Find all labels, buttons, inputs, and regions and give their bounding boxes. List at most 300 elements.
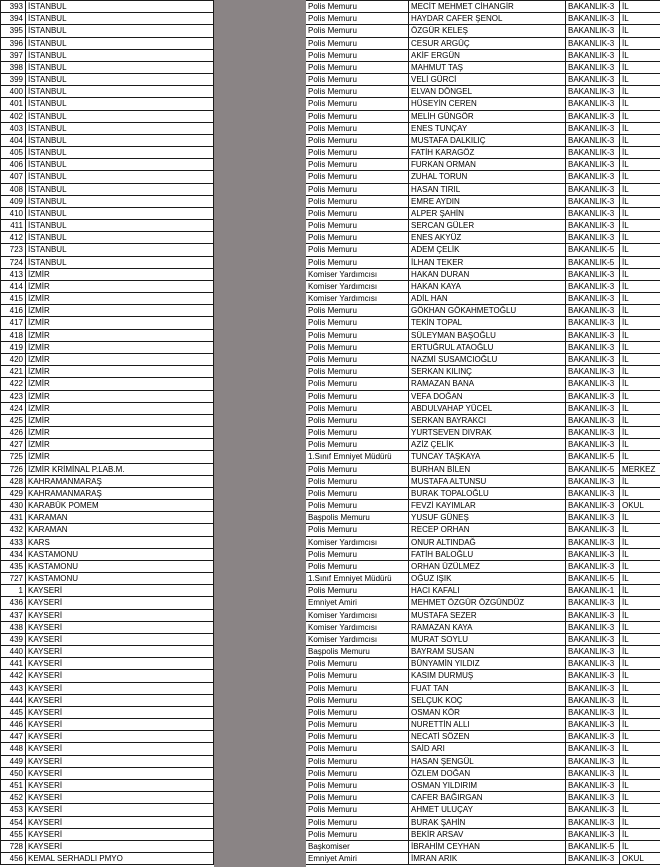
row-number-cell: 449: [0, 756, 26, 767]
row-number-cell: 431: [0, 512, 26, 523]
ministry-code-cell: BAKANLIK-3: [566, 305, 620, 316]
ministry-code-cell: BAKANLIK-3: [566, 658, 620, 669]
city-cell: İZMİR: [26, 391, 214, 402]
city-cell: İSTANBUL: [26, 232, 214, 243]
table-row: [0, 86, 660, 98]
ministry-code-cell: BAKANLIK-3: [566, 683, 620, 694]
name-cell: MUSTAFA SEZER: [409, 610, 566, 621]
city-cell: İSTANBUL: [26, 159, 214, 170]
rank-cell: Polis Memuru: [306, 391, 409, 402]
city-cell: KARS: [26, 537, 214, 548]
ministry-code-cell: BAKANLIK-5: [566, 244, 620, 255]
city-cell: KAYSERİ: [26, 634, 214, 645]
ministry-code-cell: BAKANLIK-3: [566, 427, 620, 438]
name-cell: FATİH BALOĞLU: [409, 549, 566, 560]
unit-type-cell: İL: [622, 610, 629, 620]
row-number-cell: 399: [0, 74, 26, 85]
unit-type-cell: İL: [622, 99, 629, 109]
ministry-code-cell: BAKANLIK-3: [566, 756, 620, 767]
row-number-cell: 413: [0, 269, 26, 280]
name-cell: SÜLEYMAN BAŞOĞLU: [409, 330, 566, 341]
row-number-cell: 422: [0, 378, 26, 389]
table-row: [0, 415, 660, 427]
name-cell: HÜSEYİN CEREN: [409, 98, 566, 109]
name-cell: BURHAN BİLEN: [409, 464, 566, 475]
unit-type-cell: İL: [622, 476, 629, 486]
table-row: [0, 853, 660, 865]
name-cell: ALPER ŞAHİN: [409, 208, 566, 219]
row-number-cell: 403: [0, 123, 26, 134]
rank-cell: Polis Memuru: [306, 403, 409, 414]
name-cell: YUSUF GÜNEŞ: [409, 512, 566, 523]
row-number-cell: 425: [0, 415, 26, 426]
ministry-code-cell: BAKANLIK-5: [566, 464, 620, 475]
row-number-cell: 424: [0, 403, 26, 414]
city-cell: KAYSERİ: [26, 768, 214, 779]
name-cell: ERTUĞRUL ATAOĞLU: [409, 342, 566, 353]
rank-cell: Polis Memuru: [306, 305, 409, 316]
row-number-cell: 414: [0, 281, 26, 292]
rank-cell: Polis Memuru: [306, 330, 409, 341]
unit-type-cell: İL: [622, 379, 629, 389]
unit-type-cell: İL: [622, 525, 629, 535]
rank-cell: Polis Memuru: [306, 731, 409, 742]
row-number-cell: 428: [0, 476, 26, 487]
table-row: [0, 293, 660, 305]
row-number-cell: 417: [0, 317, 26, 328]
ministry-code-cell: BAKANLIK-3: [566, 86, 620, 97]
ministry-code-cell: BAKANLIK-3: [566, 597, 620, 608]
ministry-code-cell: BAKANLIK-3: [566, 670, 620, 681]
ministry-code-cell: BAKANLIK-3: [566, 476, 620, 487]
name-cell: ÖZGÜR KELEŞ: [409, 25, 566, 36]
city-cell: İSTANBUL: [26, 220, 214, 231]
ministry-code-cell: BAKANLIK-3: [566, 391, 620, 402]
name-cell: HASAN ŞENGÜL: [409, 756, 566, 767]
ministry-code-cell: BAKANLIK-3: [566, 317, 620, 328]
unit-type-cell: İL: [622, 793, 629, 803]
name-cell: HASAN TIRIL: [409, 184, 566, 195]
table-row: [0, 695, 660, 707]
row-number-cell: 444: [0, 695, 26, 706]
city-cell: İSTANBUL: [26, 74, 214, 85]
name-cell: MUSTAFA ALTUNSU: [409, 476, 566, 487]
table-row: [0, 342, 660, 354]
city-cell: KAYSERİ: [26, 804, 214, 815]
row-number-cell: 723: [0, 244, 26, 255]
ministry-code-cell: BAKANLIK-3: [566, 439, 620, 450]
row-number-cell: 442: [0, 670, 26, 681]
city-cell: KAYSERİ: [26, 817, 214, 828]
city-cell: KASTAMONU: [26, 573, 214, 584]
row-number-cell: 430: [0, 500, 26, 511]
city-cell: KAHRAMANMARAŞ: [26, 488, 214, 499]
table-row: [0, 597, 660, 609]
name-cell: RAMAZAN BANA: [409, 378, 566, 389]
rank-cell: Polis Memuru: [306, 549, 409, 560]
table-row: [0, 74, 660, 86]
name-cell: GÖKHAN GÖKAHMETOĞLU: [409, 305, 566, 316]
rank-cell: Polis Memuru: [306, 38, 409, 49]
city-cell: KAYSERİ: [26, 829, 214, 840]
name-cell: VEFA DOĞAN: [409, 391, 566, 402]
table-row: [0, 257, 660, 269]
rank-cell: Polis Memuru: [306, 74, 409, 85]
unit-type-cell: İL: [622, 14, 629, 24]
unit-type-cell: İL: [622, 135, 629, 145]
rank-cell: Polis Memuru: [306, 695, 409, 706]
city-cell: KARABÜK POMEM: [26, 500, 214, 511]
city-cell: İZMİR: [26, 305, 214, 316]
name-cell: CESUR ARGÜÇ: [409, 38, 566, 49]
rank-cell: Polis Memuru: [306, 354, 409, 365]
rank-cell: Polis Memuru: [306, 804, 409, 815]
name-cell: BURAK TOPALOĞLU: [409, 488, 566, 499]
city-cell: KAYSERİ: [26, 610, 214, 621]
rank-cell: Polis Memuru: [306, 147, 409, 158]
name-cell: TUNCAY TAŞKAYA: [409, 451, 566, 462]
rank-cell: Polis Memuru: [306, 342, 409, 353]
unit-type-cell: İL: [622, 756, 629, 766]
row-number-cell: 415: [0, 293, 26, 304]
city-cell: İSTANBUL: [26, 171, 214, 182]
table-row: [0, 780, 660, 792]
table-row: [0, 683, 660, 695]
name-cell: RAMAZAN KAYA: [409, 622, 566, 633]
row-number-cell: 1: [0, 585, 26, 596]
unit-type-cell: OKUL: [622, 854, 644, 864]
table-row: [0, 488, 660, 500]
name-cell: FURKAN ORMAN: [409, 159, 566, 170]
ministry-code-cell: BAKANLIK-1: [566, 585, 620, 596]
row-number-cell: 434: [0, 549, 26, 560]
name-cell: ONUR ALTINDAĞ: [409, 537, 566, 548]
table-row: [0, 281, 660, 293]
row-number-cell: 393: [0, 1, 26, 12]
name-cell: BAYRAM SUSAN: [409, 646, 566, 657]
name-cell: KASIM DURMUŞ: [409, 670, 566, 681]
unit-type-cell: İL: [622, 695, 629, 705]
rank-cell: Polis Memuru: [306, 232, 409, 243]
ministry-code-cell: BAKANLIK-3: [566, 512, 620, 523]
table-row: [0, 317, 660, 329]
ministry-code-cell: BAKANLIK-3: [566, 817, 620, 828]
row-number-cell: 451: [0, 780, 26, 791]
name-cell: FUAT TAN: [409, 683, 566, 694]
city-cell: İZMİR: [26, 342, 214, 353]
city-cell: İSTANBUL: [26, 147, 214, 158]
ministry-code-cell: BAKANLIK-3: [566, 135, 620, 146]
ministry-code-cell: BAKANLIK-3: [566, 743, 620, 754]
row-number-cell: 439: [0, 634, 26, 645]
unit-type-cell: İL: [622, 428, 629, 438]
table-row: [0, 512, 660, 524]
table-row: [0, 500, 660, 512]
table-row: [0, 829, 660, 841]
row-number-cell: 395: [0, 25, 26, 36]
rank-cell: Polis Memuru: [306, 756, 409, 767]
unit-type-cell: İL: [622, 707, 629, 717]
rank-cell: Polis Memuru: [306, 25, 409, 36]
unit-type-cell: İL: [622, 257, 629, 267]
name-cell: NAZMİ SUSAMCIOĞLU: [409, 354, 566, 365]
table-row: [0, 585, 660, 597]
city-cell: KAYSERİ: [26, 743, 214, 754]
row-number-cell: 416: [0, 305, 26, 316]
unit-type-cell: İL: [622, 622, 629, 632]
ministry-code-cell: BAKANLIK-3: [566, 366, 620, 377]
ministry-code-cell: BAKANLIK-3: [566, 98, 620, 109]
name-cell: SERKAN BAYRAKCI: [409, 415, 566, 426]
rank-cell: Polis Memuru: [306, 707, 409, 718]
city-cell: KAYSERİ: [26, 622, 214, 633]
rank-cell: Polis Memuru: [306, 439, 409, 450]
rank-cell: Polis Memuru: [306, 500, 409, 511]
row-number-cell: 445: [0, 707, 26, 718]
city-cell: İZMİR: [26, 317, 214, 328]
row-number-cell: 402: [0, 111, 26, 122]
row-number-cell: 404: [0, 135, 26, 146]
name-cell: MECİT MEHMET CİHANGİR: [409, 1, 566, 12]
row-number-cell: 421: [0, 366, 26, 377]
rank-cell: Polis Memuru: [306, 829, 409, 840]
unit-type-cell: İL: [622, 196, 629, 206]
table-row: [0, 670, 660, 682]
city-cell: İZMİR: [26, 378, 214, 389]
ministry-code-cell: BAKANLIK-3: [566, 123, 620, 134]
unit-type-cell: İL: [622, 294, 629, 304]
rank-cell: Polis Memuru: [306, 780, 409, 791]
city-cell: İSTANBUL: [26, 13, 214, 24]
table-row: [0, 147, 660, 159]
ministry-code-cell: BAKANLIK-3: [566, 111, 620, 122]
city-cell: İZMİR: [26, 293, 214, 304]
ministry-code-cell: BAKANLIK-3: [566, 62, 620, 73]
table-row: [0, 171, 660, 183]
rank-cell: Polis Memuru: [306, 86, 409, 97]
unit-type-cell: İL: [622, 50, 629, 60]
unit-type-cell: İL: [622, 683, 629, 693]
city-cell: KARAMAN: [26, 524, 214, 535]
city-cell: KAYSERİ: [26, 597, 214, 608]
ministry-code-cell: BAKANLIK-3: [566, 281, 620, 292]
table-row: [0, 634, 660, 646]
row-number-cell: 423: [0, 391, 26, 402]
row-number-cell: 453: [0, 804, 26, 815]
name-cell: BEKİR ARSAV: [409, 829, 566, 840]
city-cell: İZMİR: [26, 439, 214, 450]
city-cell: İSTANBUL: [26, 62, 214, 73]
unit-type-cell: İL: [622, 647, 629, 657]
city-cell: İZMİR: [26, 451, 214, 462]
table-row: [0, 208, 660, 220]
table-row: [0, 354, 660, 366]
rank-cell: Polis Memuru: [306, 111, 409, 122]
table-row: [0, 220, 660, 232]
ministry-code-cell: BAKANLIK-5: [566, 451, 620, 462]
row-number-cell: 727: [0, 573, 26, 584]
rank-cell: Polis Memuru: [306, 13, 409, 24]
city-cell: KAYSERİ: [26, 695, 214, 706]
name-cell: AZİZ ÇELİK: [409, 439, 566, 450]
ministry-code-cell: BAKANLIK-3: [566, 768, 620, 779]
unit-type-cell: İL: [622, 160, 629, 170]
row-number-cell: 398: [0, 62, 26, 73]
table-row: [0, 232, 660, 244]
city-cell: İSTANBUL: [26, 1, 214, 12]
city-cell: KAHRAMANMARAŞ: [26, 476, 214, 487]
rank-cell: Polis Memuru: [306, 719, 409, 730]
table-row: [0, 573, 660, 585]
ministry-code-cell: BAKANLIK-3: [566, 330, 620, 341]
table-row: [0, 537, 660, 549]
unit-type-cell: İL: [622, 537, 629, 547]
rank-cell: Polis Memuru: [306, 743, 409, 754]
name-cell: NURETTİN ALLI: [409, 719, 566, 730]
table-row: [0, 719, 660, 731]
ministry-code-cell: BAKANLIK-3: [566, 549, 620, 560]
name-cell: ÖZLEM DOĞAN: [409, 768, 566, 779]
ministry-code-cell: BAKANLIK-5: [566, 841, 620, 852]
unit-type-cell: İL: [622, 330, 629, 340]
name-cell: CAFER BAĞIRGAN: [409, 792, 566, 803]
rank-cell: Emniyet Amiri: [306, 597, 409, 608]
name-cell: YURTSEVEN DIVRAK: [409, 427, 566, 438]
name-cell: ABDULVAHAP YÜCEL: [409, 403, 566, 414]
unit-type-cell: İL: [622, 720, 629, 730]
table-row: [0, 817, 660, 829]
row-number-cell: 396: [0, 38, 26, 49]
city-cell: İZMİR: [26, 403, 214, 414]
ministry-code-cell: BAKANLIK-3: [566, 38, 620, 49]
row-number-cell: 435: [0, 561, 26, 572]
city-cell: İZMİR: [26, 269, 214, 280]
unit-type-cell: İL: [622, 123, 629, 133]
table-row: [0, 743, 660, 755]
city-cell: KAYSERİ: [26, 792, 214, 803]
city-cell: KEMAL SERHADLI PMYO: [26, 853, 214, 864]
unit-type-cell: İL: [622, 233, 629, 243]
row-number-cell: 408: [0, 184, 26, 195]
name-cell: TEKİN TOPAL: [409, 317, 566, 328]
ministry-code-cell: BAKANLIK-3: [566, 220, 620, 231]
name-cell: SAİD ARI: [409, 743, 566, 754]
table-row: [0, 62, 660, 74]
city-cell: KAYSERİ: [26, 756, 214, 767]
table-row: [0, 768, 660, 780]
unit-type-cell: İL: [622, 38, 629, 48]
city-cell: KAYSERİ: [26, 683, 214, 694]
name-cell: BURAK ŞAHİN: [409, 817, 566, 828]
table-row: [0, 464, 660, 476]
name-cell: VELİ GÜRCİ: [409, 74, 566, 85]
name-cell: ADİL HAN: [409, 293, 566, 304]
unit-type-cell: İL: [622, 744, 629, 754]
table-row: [0, 731, 660, 743]
table-row: [0, 123, 660, 135]
table-row: [0, 646, 660, 658]
name-cell: ENES TUNÇAY: [409, 123, 566, 134]
ministry-code-cell: BAKANLIK-5: [566, 573, 620, 584]
name-cell: SERKAN KILINÇ: [409, 366, 566, 377]
rank-cell: Komiser Yardımcısı: [306, 293, 409, 304]
city-cell: KAYSERİ: [26, 585, 214, 596]
table-row: [0, 476, 660, 488]
city-cell: İSTANBUL: [26, 50, 214, 61]
ministry-code-cell: BAKANLIK-3: [566, 403, 620, 414]
rank-cell: Polis Memuru: [306, 208, 409, 219]
ministry-code-cell: BAKANLIK-3: [566, 500, 620, 511]
unit-type-cell: İL: [622, 306, 629, 316]
row-number-cell: 456: [0, 853, 26, 864]
ministry-code-cell: BAKANLIK-3: [566, 159, 620, 170]
rank-cell: Polis Memuru: [306, 220, 409, 231]
table-row: [0, 184, 660, 196]
table-row: [0, 25, 660, 37]
rank-cell: Polis Memuru: [306, 488, 409, 499]
rank-cell: Polis Memuru: [306, 683, 409, 694]
unit-type-cell: İL: [622, 172, 629, 182]
ministry-code-cell: BAKANLIK-3: [566, 208, 620, 219]
ministry-code-cell: BAKANLIK-3: [566, 25, 620, 36]
row-number-cell: 446: [0, 719, 26, 730]
name-cell: HAKAN KAYA: [409, 281, 566, 292]
row-number-cell: 448: [0, 743, 26, 754]
table-body: [0, 1, 660, 865]
row-number-cell: 440: [0, 646, 26, 657]
city-cell: KASTAMONU: [26, 549, 214, 560]
ministry-code-cell: BAKANLIK-3: [566, 646, 620, 657]
unit-type-cell: İL: [622, 403, 629, 413]
city-cell: İZMİR: [26, 366, 214, 377]
city-cell: KAYSERİ: [26, 719, 214, 730]
city-cell: İSTANBUL: [26, 208, 214, 219]
rank-cell: Polis Memuru: [306, 159, 409, 170]
table-row: [0, 378, 660, 390]
ministry-code-cell: BAKANLIK-3: [566, 622, 620, 633]
table-row: [0, 549, 660, 561]
rank-cell: Başpolis Memuru: [306, 512, 409, 523]
table-row: [0, 439, 660, 451]
row-number-cell: 438: [0, 622, 26, 633]
table-row: [0, 330, 660, 342]
ministry-code-cell: BAKANLIK-3: [566, 1, 620, 12]
rank-cell: Polis Memuru: [306, 658, 409, 669]
name-cell: SERCAN GÜLER: [409, 220, 566, 231]
unit-type-cell: İL: [622, 549, 629, 559]
rank-cell: Başkomiser: [306, 841, 409, 852]
ministry-code-cell: BAKANLIK-3: [566, 415, 620, 426]
city-cell: İSTANBUL: [26, 196, 214, 207]
table-row: [0, 50, 660, 62]
unit-type-cell: İL: [622, 488, 629, 498]
unit-type-cell: İL: [622, 367, 629, 377]
row-number-cell: 397: [0, 50, 26, 61]
unit-type-cell: İL: [622, 342, 629, 352]
name-cell: HAYDAR CAFER ŞENOL: [409, 13, 566, 24]
table-row: [0, 269, 660, 281]
name-cell: ORHAN ÜZÜLMEZ: [409, 561, 566, 572]
rank-cell: Polis Memuru: [306, 244, 409, 255]
ministry-code-cell: BAKANLIK-3: [566, 707, 620, 718]
ministry-code-cell: BAKANLIK-3: [566, 13, 620, 24]
name-cell: AKİF ERGÜN: [409, 50, 566, 61]
ministry-code-cell: BAKANLIK-3: [566, 378, 620, 389]
ministry-code-cell: BAKANLIK-3: [566, 537, 620, 548]
name-cell: ZUHAL TORUN: [409, 171, 566, 182]
unit-type-cell: İL: [622, 184, 629, 194]
rank-cell: Komiser Yardımcısı: [306, 269, 409, 280]
